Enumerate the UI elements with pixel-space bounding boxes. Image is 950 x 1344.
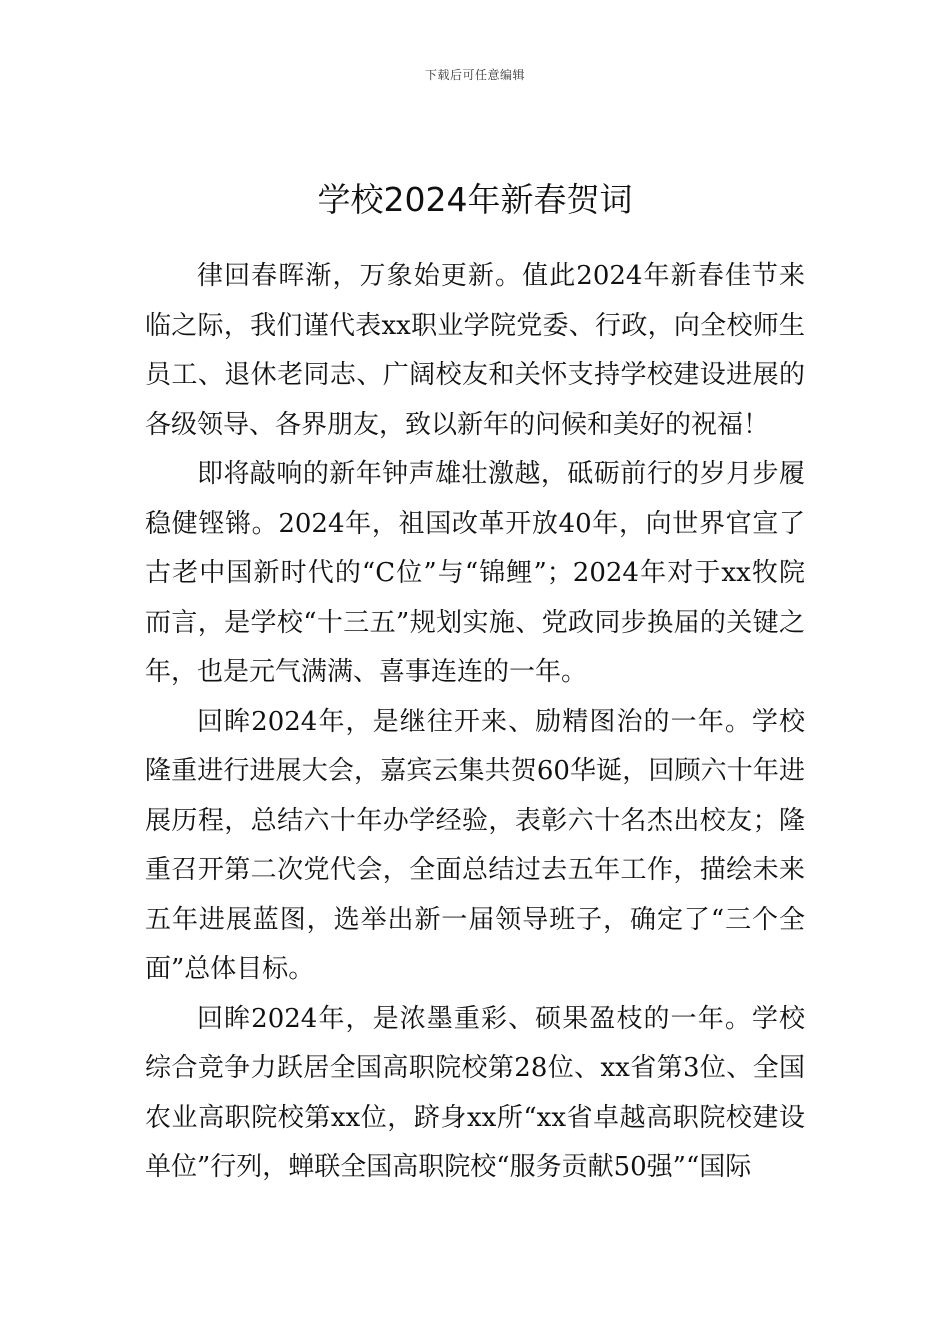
document-title: 学校2024年新春贺词	[317, 180, 633, 219]
paragraph-2: 即将敲响的新年钟声雄壮激越，砥砺前行的岁月步履稳健铿锵。2024年，祖国改革开放40年，向世界官宣了古老中国新时代的“C位”与“锦鲤”；2024年对于xx牧院而言，是学校“十三五”规划实施、党政同步换届的关键之年，也是元气满满、喜事连连的一年。	[145, 459, 805, 687]
document-body	[145, 252, 805, 1193]
paragraph-1: 律回春晖渐，万象始更新。值此2024年新春佳节来临之际，我们谨代表xx职业学院党委、行政，向全校师生员工、退休老同志、广阔校友和关怀支持学校建设进展的各级领导、各界朋友，致以新年的问候和美好的祝福！	[145, 261, 805, 440]
paragraph-4: 回眸2024年，是浓墨重彩、硕果盈枝的一年。学校综合竞争力跃居全国高职院校第28位、xx省第3位、全国农业高职院校第xx位，跻身xx所“xx省卓越高职院校建设单位”行列，蝉联全国高职院校“服务贡献50强”“国际	[145, 1003, 805, 1182]
paragraph-3: 回眸2024年，是继往开来、励精图治的一年。学校隆重进行进展大会，嘉宾云集共贺60华诞，回顾六十年进展历程，总结六十年办学经验，表彰六十名杰出校友；隆重召开第二次党代会，全面总结过去五年工作，描绘未来五年进展蓝图，选举出新一届领导班子，确定了“三个全面”总体目标。	[145, 706, 805, 984]
header-note: 下载后可任意编辑	[424, 68, 525, 82]
